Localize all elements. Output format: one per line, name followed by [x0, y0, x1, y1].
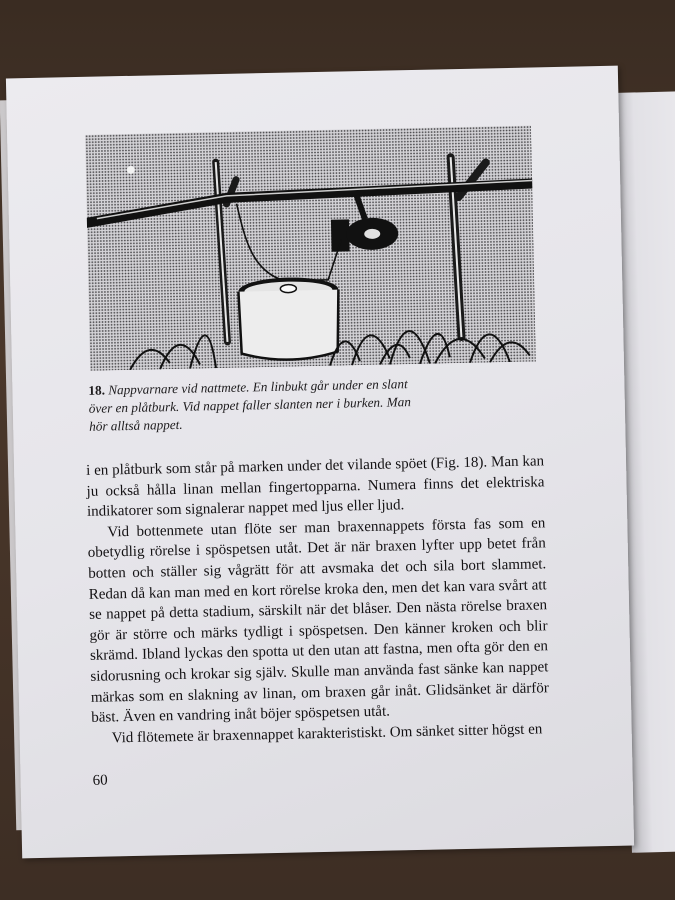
paragraph: i en plåtburk som står på marken under det vilande spöet (Fig. 18). Man kan ju också hålla linan mellan fingertopparna. Numera finns det elektriska indikatorer som signalerar nappet med ljus eller ljud. [85, 453, 545, 521]
paragraph: Vid flötemete är braxennappet karakteristiskt. Om sänket sitter högst en [111, 721, 543, 747]
figure-caption-text: Nappvarnare vid nattmete. En linbukt går under en slant över en plåtburk. Vid nappet faller slanten ner i burken. Man hör alltså nappet. [88, 376, 411, 434]
body-text [86, 451, 550, 749]
book-page [6, 66, 634, 859]
page-number: 60 [92, 772, 108, 789]
figure-caption [88, 375, 419, 436]
figure-number: 18. [88, 382, 106, 398]
paragraph: Vid bottenmete utan flöte ser man braxennappets första fas som en obetydlig rörelse i spöspetsen utåt. Det är när braxen lyfter upp betet från botten och ställer sig vågrätt för att avsmaka det och sila bort slammet. Redan då kan man med en kort rörelse kroka den, men det kan vara svårt att se nappet på detta stadium, särskilt när det blåser. Den nästa rörelse braxen gör är större och märks tydligt i spöspetsen. Den känner kroken och blir skrämd. Ibland lyckas den spotta ut den utan att fastna, men ofta gör den en sidorusning och krokar sig själv. Skulle man använda fast sänke kan nappet märkas som en slakning av linan, om braxen går inåt. Glidsänket är därför bäst. Även en vandring inåt böjer spöspetsen utåt. [87, 515, 549, 726]
figure-illustration [85, 126, 536, 371]
tin-can-icon [238, 277, 340, 361]
